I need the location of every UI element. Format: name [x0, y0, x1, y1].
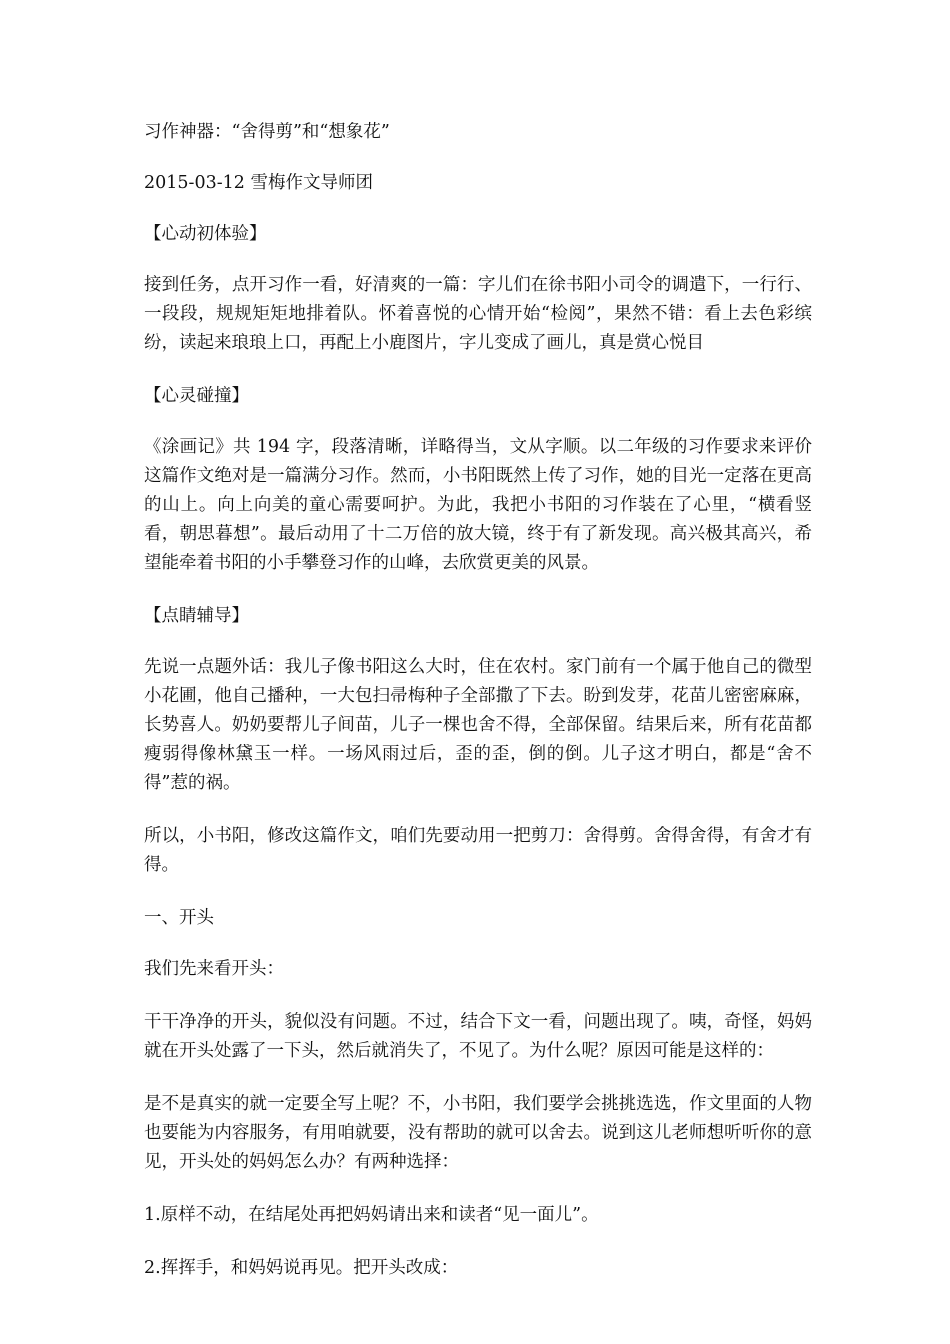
paragraph: 干干净净的开头，貌似没有问题。不过，结合下文一看，问题出现了。咦，奇怪，妈妈就在开头处露了一下头，然后就消失了，不见了。为什么呢？原因可能是这样的：	[144, 1012, 812, 1061]
article-title: 习作神器：“舍得剪”和“想象花”	[144, 122, 390, 142]
section-heading-heart-collision: 【心灵碰撞】	[144, 386, 249, 406]
subsection-heading-opening: 一、开头	[144, 908, 214, 928]
section-heading-guidance: 【点睛辅导】	[144, 606, 249, 626]
paragraph: 我们先来看开头：	[144, 959, 284, 979]
list-item: 2.挥挥手，和妈妈说再见。把开头改成：	[144, 1258, 459, 1278]
paragraph: 所以，小书阳，修改这篇作文，咱们先要动用一把剪刀：舍得剪。舍得舍得，有舍才有得。	[144, 826, 812, 875]
document-body	[144, 118, 812, 1307]
article-byline: 2015-03-12 雪梅作文导师团	[144, 173, 373, 193]
section-heading-first-experience: 【心动初体验】	[144, 224, 267, 244]
paragraph: 《涂画记》共 194 字，段落清晰，详略得当，文从字顺。以二年级的习作要求来评价这篇作文绝对是一篇满分习作。然而，小书阳既然上传了习作，她的目光一定落在更高的山上。向上向美的童心需要呵护。为此，我把小书阳的习作装在了心里，“横看竖看，朝思暮想”。最后动用了十二万倍的放大镜，终于有了新发现。高兴极其高兴，希望能牵着书阳的小手攀登习作的山峰，去欣赏更美的风景。	[144, 437, 812, 573]
paragraph: 接到任务，点开习作一看，好清爽的一篇：字儿们在徐书阳小司令的调遣下，一行行、一段段，规规矩矩地排着队。怀着喜悦的心情开始“检阅”，果然不错：看上去色彩缤纷，读起来琅琅上口，再配上小鹿图片，字儿变成了画儿，真是赏心悦目	[144, 275, 812, 353]
paragraph: 是不是真实的就一定要全写上呢？不，小书阳，我们要学会挑挑选选，作文里面的人物也要能为内容服务，有用咱就要，没有帮助的就可以舍去。说到这儿老师想听听你的意见，开头处的妈妈怎么办？有两种选择：	[144, 1094, 812, 1172]
list-item: 1.原样不动，在结尾处再把妈妈请出来和读者“见一面儿”。	[144, 1205, 599, 1225]
paragraph: 先说一点题外话：我儿子像书阳这么大时，住在农村。家门前有一个属于他自己的微型小花圃，他自己播种，一大包扫帚梅种子全部撒了下去。盼到发芽，花苗儿密密麻麻，长势喜人。奶奶要帮儿子间苗，儿子一棵也舍不得，全部保留。结果后来，所有花苗都瘦弱得像林黛玉一样。一场风雨过后，歪的歪，倒的倒。儿子这才明白，都是“舍不得”惹的祸。	[144, 657, 812, 793]
